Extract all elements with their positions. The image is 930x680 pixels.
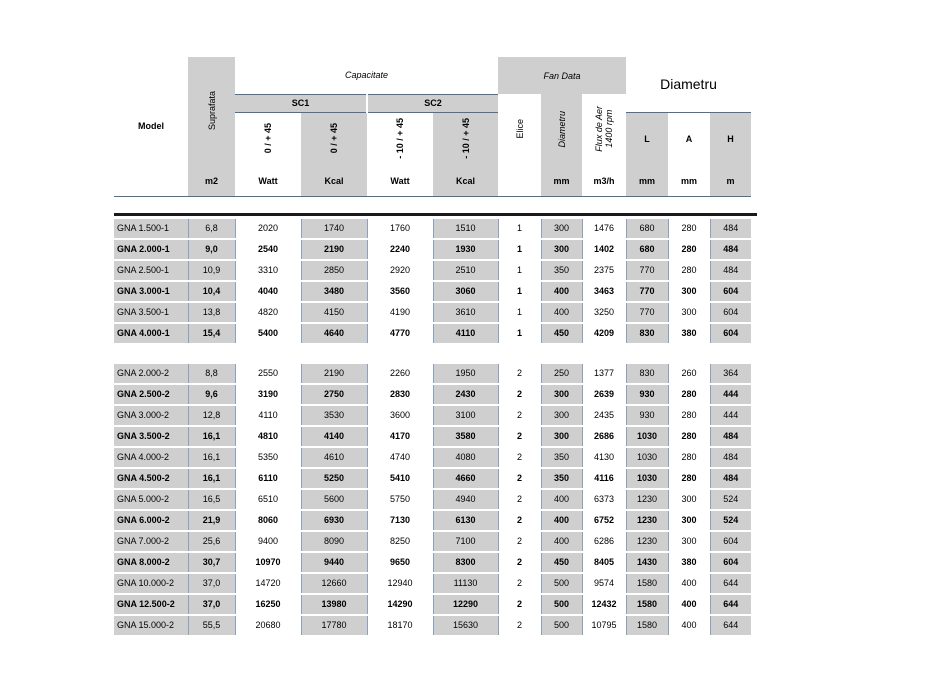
table-cell: 770 (626, 302, 668, 323)
table-cell: 2850 (301, 260, 367, 281)
table-cell: 400 (541, 510, 582, 531)
table-cell: 300 (668, 531, 710, 552)
table-cell: 1230 (626, 489, 668, 510)
table-cell: 930 (626, 384, 668, 405)
table-cell: 450 (541, 552, 582, 573)
table-cell: 6930 (301, 510, 367, 531)
flux-line2: 1400 rpm (604, 109, 614, 149)
table-cell: 15630 (433, 615, 498, 636)
table-cell: 8090 (301, 531, 367, 552)
product-spec-table (114, 57, 757, 637)
table-cell: 15,4 (188, 323, 235, 344)
table-cell: 4110 (433, 323, 498, 344)
table-row (114, 219, 751, 239)
table-cell: 280 (668, 239, 710, 260)
unit-suprafata: m2 (188, 166, 235, 196)
table-cell: 2435 (582, 405, 626, 426)
table-cell: 1476 (582, 219, 626, 239)
table-cell: 2020 (235, 219, 301, 239)
table-cell: 3530 (301, 405, 367, 426)
table-cell: 8060 (235, 510, 301, 531)
unit-H: m (710, 166, 751, 196)
table-cell: 8300 (433, 552, 498, 573)
table-cell: 3100 (433, 405, 498, 426)
flux-header (582, 94, 626, 166)
table-cell: 10,4 (188, 281, 235, 302)
table-cell: 260 (668, 364, 710, 384)
sc2-header: SC2 (367, 94, 498, 112)
table-cell: 14720 (235, 573, 301, 594)
table-cell: 350 (541, 447, 582, 468)
table-cell: 4190 (367, 302, 433, 323)
table-cell: 13980 (301, 594, 367, 615)
table-cell: 4640 (301, 323, 367, 344)
table-cell: 2 (498, 573, 541, 594)
elice-header (498, 94, 541, 166)
table-cell: 6,8 (188, 219, 235, 239)
table-cell: 5600 (301, 489, 367, 510)
table-cell: 1580 (626, 573, 668, 594)
table-cell: 770 (626, 260, 668, 281)
table-cell: 280 (668, 260, 710, 281)
table-cell: 18170 (367, 615, 433, 636)
table-cell: 5410 (367, 468, 433, 489)
table-cell: 11130 (433, 573, 498, 594)
table-cell: 500 (541, 573, 582, 594)
table-cell: 1030 (626, 468, 668, 489)
table-cell: 13,8 (188, 302, 235, 323)
table-cell: 2240 (367, 239, 433, 260)
table-cell: 380 (668, 552, 710, 573)
sc2-a-header (367, 112, 433, 166)
table-cell: 1760 (367, 219, 433, 239)
table-cell: 300 (668, 281, 710, 302)
table-cell: 6286 (582, 531, 626, 552)
table-cell: 10970 (235, 552, 301, 573)
table-cell: 8405 (582, 552, 626, 573)
table-cell: 5350 (235, 447, 301, 468)
table-cell: 484 (710, 447, 751, 468)
group-spacer-cell (114, 344, 751, 364)
table-row (114, 239, 751, 260)
H-header: H (710, 112, 751, 166)
suprafata-label: Suprafata (206, 90, 217, 131)
table-cell: 4116 (582, 468, 626, 489)
table-cell: 604 (710, 302, 751, 323)
table-cell: 1030 (626, 426, 668, 447)
elice-label: Elice (514, 119, 525, 139)
table-cell: 400 (541, 302, 582, 323)
table-cell: 524 (710, 510, 751, 531)
table-cell: GNA 4.000-1 (114, 323, 188, 344)
table-cell: 300 (668, 489, 710, 510)
table-cell: GNA 4.000-2 (114, 447, 188, 468)
table-cell: 830 (626, 323, 668, 344)
table-cell: 250 (541, 364, 582, 384)
A-header: A (668, 112, 710, 166)
table-cell: 4150 (301, 302, 367, 323)
table-cell: 9,6 (188, 384, 235, 405)
table-cell: 2430 (433, 384, 498, 405)
table-cell: 3580 (433, 426, 498, 447)
table-cell: GNA 12.500-2 (114, 594, 188, 615)
table-cell: GNA 15.000-2 (114, 615, 188, 636)
table-cell: 444 (710, 384, 751, 405)
table-cell: 2 (498, 489, 541, 510)
table-cell: 9440 (301, 552, 367, 573)
table-cell: 12432 (582, 594, 626, 615)
table-cell: GNA 10.000-2 (114, 573, 188, 594)
table-cell: 2 (498, 510, 541, 531)
table-cell: 16,1 (188, 447, 235, 468)
group-spacer (114, 344, 751, 364)
table-row (114, 260, 751, 281)
table-cell: 364 (710, 364, 751, 384)
table-cell: 2 (498, 426, 541, 447)
table-cell: 400 (668, 573, 710, 594)
table-cell: 1230 (626, 510, 668, 531)
table-cell: 4810 (235, 426, 301, 447)
table-cell: 4660 (433, 468, 498, 489)
table-cell: 644 (710, 573, 751, 594)
table-cell: 3480 (301, 281, 367, 302)
table-cell: 1580 (626, 615, 668, 636)
unit-L: mm (626, 166, 668, 196)
table-cell: 2 (498, 552, 541, 573)
table-cell: 484 (710, 426, 751, 447)
table-cell: 1 (498, 281, 541, 302)
table-cell: 444 (710, 405, 751, 426)
diametru-fan-label: Diametru (556, 110, 567, 148)
table-cell: 1 (498, 239, 541, 260)
table-cell: 4170 (367, 426, 433, 447)
table-row (114, 489, 751, 510)
table-cell: 300 (668, 302, 710, 323)
unit-A: mm (680, 175, 697, 186)
table-cell: 1030 (626, 447, 668, 468)
table-cell: 7100 (433, 531, 498, 552)
table-cell: 2 (498, 531, 541, 552)
table-cell: 280 (668, 405, 710, 426)
table-cell: GNA 3.500-1 (114, 302, 188, 323)
table-cell: 300 (541, 405, 582, 426)
table-cell: 12290 (433, 594, 498, 615)
table-cell: 300 (541, 426, 582, 447)
table-cell: 644 (710, 615, 751, 636)
table-cell: 2750 (301, 384, 367, 405)
table-cell: 37,0 (188, 594, 235, 615)
table-cell: 484 (710, 260, 751, 281)
capacitate-header: Capacitate (344, 70, 389, 81)
table-cell: 4770 (367, 323, 433, 344)
table-cell: 604 (710, 531, 751, 552)
table-cell: 1950 (433, 364, 498, 384)
table-row (114, 405, 751, 426)
table-cell: 350 (541, 468, 582, 489)
table-cell: 604 (710, 323, 751, 344)
table-cell: 350 (541, 260, 582, 281)
table-row (114, 447, 751, 468)
table-row (114, 531, 751, 552)
table-cell: 400 (668, 615, 710, 636)
table-cell: GNA 2.500-1 (114, 260, 188, 281)
table-cell: 280 (668, 384, 710, 405)
table-cell: 3310 (235, 260, 301, 281)
table-row (114, 594, 751, 615)
table-cell: GNA 5.000-2 (114, 489, 188, 510)
sc1-b-label: 0 / + 45 (329, 123, 339, 154)
flux-line1: Flux de Aer (594, 106, 604, 152)
table-cell: 9650 (367, 552, 433, 573)
table-cell: 930 (626, 405, 668, 426)
table-cell: 1 (498, 302, 541, 323)
table-cell: 2260 (367, 364, 433, 384)
unit-diametru: mm (541, 166, 582, 196)
table-row (114, 323, 751, 344)
table-row (114, 364, 751, 384)
table-cell: 2550 (235, 364, 301, 384)
table-cell: 2 (498, 594, 541, 615)
table-cell: 10795 (582, 615, 626, 636)
table-cell: 400 (668, 594, 710, 615)
table-cell: 5750 (367, 489, 433, 510)
table-cell: 16,1 (188, 426, 235, 447)
table-cell: 1510 (433, 219, 498, 239)
table-cell: 21,9 (188, 510, 235, 531)
table-cell: 1430 (626, 552, 668, 573)
table-cell: GNA 6.000-2 (114, 510, 188, 531)
table-cell: 1740 (301, 219, 367, 239)
table-cell: 400 (541, 281, 582, 302)
table-cell: 3060 (433, 281, 498, 302)
table-cell: 2686 (582, 426, 626, 447)
table-cell: 2 (498, 615, 541, 636)
sc2-b-header (433, 112, 498, 166)
table-cell: 55,5 (188, 615, 235, 636)
diametru-fan-header (541, 94, 582, 166)
table-cell: 1930 (433, 239, 498, 260)
table-cell: 1230 (626, 531, 668, 552)
table-cell: 6110 (235, 468, 301, 489)
table-cell: 2 (498, 364, 541, 384)
table-cell: 16,5 (188, 489, 235, 510)
unit-sc2-b: Kcal (433, 166, 498, 196)
table-cell: 3463 (582, 281, 626, 302)
table-cell: 3560 (367, 281, 433, 302)
table-cell: 300 (541, 384, 582, 405)
table-cell: 2 (498, 447, 541, 468)
table-cell: GNA 7.000-2 (114, 531, 188, 552)
table-cell: GNA 1.500-1 (114, 219, 188, 239)
sc2-b-label: - 10 / + 45 (460, 117, 471, 159)
table-cell: 2190 (301, 239, 367, 260)
table-cell: 4740 (367, 447, 433, 468)
table-cell: 500 (541, 615, 582, 636)
table-cell: GNA 8.000-2 (114, 552, 188, 573)
table-cell: 604 (710, 552, 751, 573)
table-row (114, 552, 751, 573)
suprafata-header (188, 57, 235, 166)
table-cell: 380 (668, 323, 710, 344)
table-cell: 12660 (301, 573, 367, 594)
header-table (114, 57, 751, 197)
table-cell: 2920 (367, 260, 433, 281)
table-cell: 6130 (433, 510, 498, 531)
table-cell: 280 (668, 447, 710, 468)
table-cell: 280 (668, 219, 710, 239)
table-cell: 8250 (367, 531, 433, 552)
table-cell: 4110 (235, 405, 301, 426)
table-row (114, 384, 751, 405)
sc1-b-header (301, 112, 367, 166)
table-cell: 1 (498, 323, 541, 344)
table-cell: 7130 (367, 510, 433, 531)
table-cell: GNA 2.000-1 (114, 239, 188, 260)
table-cell: 300 (541, 219, 582, 239)
table-cell: 1377 (582, 364, 626, 384)
table-cell: 3600 (367, 405, 433, 426)
table-cell: 2540 (235, 239, 301, 260)
table-cell: 280 (668, 426, 710, 447)
table-cell: 400 (541, 489, 582, 510)
table-row (114, 302, 751, 323)
table-cell: 2 (498, 384, 541, 405)
table-cell: 770 (626, 281, 668, 302)
table-cell: 2510 (433, 260, 498, 281)
table-cell: 3250 (582, 302, 626, 323)
data-table (114, 219, 751, 637)
table-cell: 9574 (582, 573, 626, 594)
table-cell: 4209 (582, 323, 626, 344)
sc1-a-header (235, 112, 301, 166)
table-cell: GNA 3.000-1 (114, 281, 188, 302)
table-cell: 2 (498, 405, 541, 426)
table-cell: 6510 (235, 489, 301, 510)
table-cell: 2 (498, 468, 541, 489)
table-cell: 4040 (235, 281, 301, 302)
table-cell: 1 (498, 260, 541, 281)
table-cell: 1580 (626, 594, 668, 615)
table-row (114, 426, 751, 447)
table-row (114, 615, 751, 636)
unit-elice (498, 166, 541, 196)
unit-sc1-b: Kcal (301, 166, 367, 196)
table-cell: 300 (668, 510, 710, 531)
table-cell: 644 (710, 594, 751, 615)
L-header: L (626, 112, 668, 166)
table-cell: 5400 (235, 323, 301, 344)
table-cell: GNA 3.500-2 (114, 426, 188, 447)
table-cell: GNA 3.000-2 (114, 405, 188, 426)
table-cell: 8,8 (188, 364, 235, 384)
unit-flux: m3/h (593, 175, 615, 186)
sc1-a-label: 0 / + 45 (263, 123, 273, 154)
table-cell: 12940 (367, 573, 433, 594)
table-row (114, 573, 751, 594)
table-cell: 3610 (433, 302, 498, 323)
table-cell: 830 (626, 364, 668, 384)
table-cell: 2830 (367, 384, 433, 405)
sc1-header: SC1 (235, 94, 367, 112)
table-row (114, 468, 751, 489)
fan-data-header: Fan Data (498, 57, 626, 94)
table-cell: 6373 (582, 489, 626, 510)
table-cell: 16250 (235, 594, 301, 615)
table-cell: 500 (541, 594, 582, 615)
table-cell: GNA 2.500-2 (114, 384, 188, 405)
table-cell: 604 (710, 281, 751, 302)
table-cell: 300 (541, 239, 582, 260)
table-cell: 14290 (367, 594, 433, 615)
table-cell: 2639 (582, 384, 626, 405)
unit-sc1-a: Watt (258, 175, 278, 186)
sc2-a-label: - 10 / + 45 (395, 117, 405, 159)
table-cell: 20680 (235, 615, 301, 636)
table-cell: 12,8 (188, 405, 235, 426)
table-cell: 4820 (235, 302, 301, 323)
unit-sc2-a: Watt (390, 175, 410, 186)
table-cell: 2190 (301, 364, 367, 384)
table-cell: 25,6 (188, 531, 235, 552)
flux-label (594, 106, 614, 152)
table-cell: 484 (710, 219, 751, 239)
table-cell: 524 (710, 489, 751, 510)
table-cell: 37,0 (188, 573, 235, 594)
table-cell: 280 (668, 468, 710, 489)
table-cell: 2375 (582, 260, 626, 281)
diametru-group-header: Diametru (660, 76, 717, 93)
table-cell: 3190 (235, 384, 301, 405)
table-cell: 16,1 (188, 468, 235, 489)
table-cell: 1402 (582, 239, 626, 260)
table-cell: GNA 4.500-2 (114, 468, 188, 489)
table-cell: 4140 (301, 426, 367, 447)
table-cell: 17780 (301, 615, 367, 636)
table-cell: 680 (626, 219, 668, 239)
table-cell: GNA 2.000-2 (114, 364, 188, 384)
table-cell: 4080 (433, 447, 498, 468)
table-cell: 9400 (235, 531, 301, 552)
table-cell: 400 (541, 531, 582, 552)
table-cell: 9,0 (188, 239, 235, 260)
model-header: Model (138, 121, 164, 132)
table-cell: 680 (626, 239, 668, 260)
table-row (114, 281, 751, 302)
table-cell: 6752 (582, 510, 626, 531)
table-cell: 450 (541, 323, 582, 344)
table-cell: 484 (710, 239, 751, 260)
table-cell: 484 (710, 468, 751, 489)
table-cell: 5250 (301, 468, 367, 489)
table-cell: 30,7 (188, 552, 235, 573)
table-cell: 4610 (301, 447, 367, 468)
table-cell: 4940 (433, 489, 498, 510)
table-row (114, 510, 751, 531)
table-cell: 1 (498, 219, 541, 239)
table-cell: 10,9 (188, 260, 235, 281)
table-cell: 4130 (582, 447, 626, 468)
